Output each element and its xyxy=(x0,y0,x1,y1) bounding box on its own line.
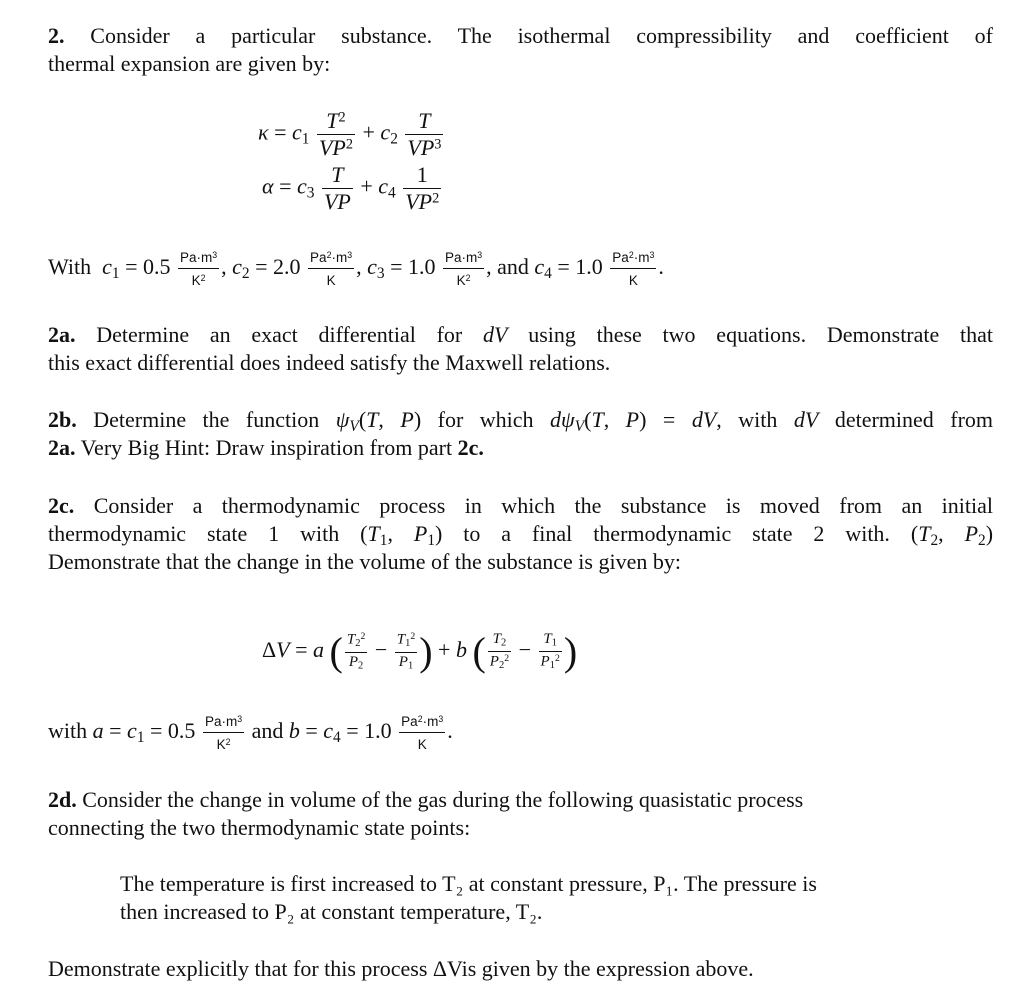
part-2c-text-2a: thermodynamic state 1 with xyxy=(48,521,340,546)
intro-line-1: Consider a particular substance. The isothermal compressibility and coefficient of xyxy=(90,23,993,48)
problem-intro xyxy=(48,22,993,50)
part-2d-label: 2d. xyxy=(48,787,77,812)
part-2b-label: 2b. xyxy=(48,407,77,432)
constants-row: With $c_1 = 0.5$ $\frac{Pa\cdot m^3}{K^2}$ , $c_2 = 2.0$ $\frac{Pa^2\cdot m^3}{K}$ , $c_3 = 1.0$ $\frac{Pa\cdot m^3}{K^2}$ , and $c_4 = 1.0$ $\frac{Pa^2\cdot m^3}{K}$ . xyxy=(48,250,664,288)
kappa-equation: $\kappa = c_1$ $\frac{T^2}{VP^2}$ + $c_2$ $\frac{T}{VP^3}$ xyxy=(258,108,442,160)
part-2b-ref-2a: 2a. xyxy=(48,435,76,460)
part-2d-indent-text-2: then increased to P₂ at constant temperature, T₂. xyxy=(120,899,543,924)
part-2c-text-1: Consider a thermodynamic process in which the substance is moved from an initial xyxy=(93,493,993,518)
part-2c-line3 xyxy=(48,548,993,576)
part-2b-text-1d: determined from xyxy=(834,407,994,432)
part-2c-line1 xyxy=(48,492,993,520)
part-2a-text-1: Determine an exact differential for xyxy=(96,322,463,347)
part-2d-line1 xyxy=(48,786,993,814)
part-2d-indent-text-1: The temperature is first increased to T₂ at constant pressure, P₁. The pressure is xyxy=(120,871,817,896)
b-value: = 1.0 xyxy=(346,718,392,744)
problem-number: 2. xyxy=(48,23,65,48)
part-2c-line2: thermodynamic state 1 with ($T_1$, $P_1$) to a final thermodynamic state 2 with. ($T_2$, $P_2$) xyxy=(48,521,994,549)
part-2d-line2 xyxy=(48,814,993,842)
part-2b-line1: 2b. Determine the function $\psi_V(T$, P) for which $d\psi_V(T$, P) = dV, with dV determined from xyxy=(48,407,994,435)
with-label: With xyxy=(48,254,92,280)
part-2d-indent-1 xyxy=(120,870,970,898)
c4-value: = 1.0 xyxy=(557,254,603,280)
part-2a-label: 2a. xyxy=(48,322,76,347)
alpha-equation: $\alpha = c_3$ $\frac{T}{VP}$ + $c_4$ $\frac{1}{VP^2}$ xyxy=(262,162,440,214)
intro-line-2: thermal expansion are given by: xyxy=(48,51,331,76)
part-2b-line2 xyxy=(48,434,993,462)
with-a-label: with xyxy=(48,718,88,744)
part-2a-text-1b: using these two equations. Demonstrate that xyxy=(528,322,994,347)
part-2d-text-1: Consider the change in volume of the gas during the following quasistatic process xyxy=(82,787,804,812)
part-2b-text-1c: with xyxy=(738,407,778,432)
ab-constants-row: with $a = c_1 = 0.5$ $\frac{Pa\cdot m^3}{K^2}$ and $b = c_4 = 1.0$ $\frac{Pa^2\cdot m^3}{K}$ . xyxy=(48,714,453,752)
c2-value: = 2.0 xyxy=(255,254,301,280)
part-2d-text-2: connecting the two thermodynamic state points: xyxy=(48,815,471,840)
delta-v-equation: ΔV = a ( $\frac{T_2^2}{P_2}$ − $\frac{T_1^2}{P_1}$ ) + b ( $\frac{T_2}{P_2^2}$ − $\frac{T_1}{P_1^2}$ ) xyxy=(262,629,578,674)
part-2c-text-2b: to a final thermodynamic state 2 with. xyxy=(463,521,890,546)
part-2a-line2 xyxy=(48,349,993,377)
part-2d-final-text: Demonstrate explicitly that for this process ΔVis given by the expression above. xyxy=(48,956,754,981)
part-2d-final xyxy=(48,955,993,983)
part-2b-text-1a: Determine the function xyxy=(93,407,320,432)
part-2a-text-2: this exact differential does indeed satisfy the Maxwell relations. xyxy=(48,350,611,375)
part-2c-text-3: Demonstrate that the change in the volume of the substance is given by: xyxy=(48,549,681,574)
part-2d-indent-2 xyxy=(120,898,970,926)
part-2b-text-2: Very Big Hint: Draw inspiration from part xyxy=(80,435,453,460)
c3-value: = 1.0 xyxy=(390,254,436,280)
and-label: and xyxy=(497,254,529,280)
a-value: = 0.5 xyxy=(150,718,196,744)
part-2b-ref-2c: 2c. xyxy=(457,435,484,460)
part-2b-text-1b: for which xyxy=(437,407,534,432)
intro-line-2-wrap xyxy=(48,50,993,78)
c1-value: = 0.5 xyxy=(125,254,171,280)
part-2c-label: 2c. xyxy=(48,493,75,518)
and-b-label: and xyxy=(251,718,284,744)
part-2a-line1: 2a. Determine an exact differential for dV using these two equations. Demonstrate that xyxy=(48,322,994,347)
